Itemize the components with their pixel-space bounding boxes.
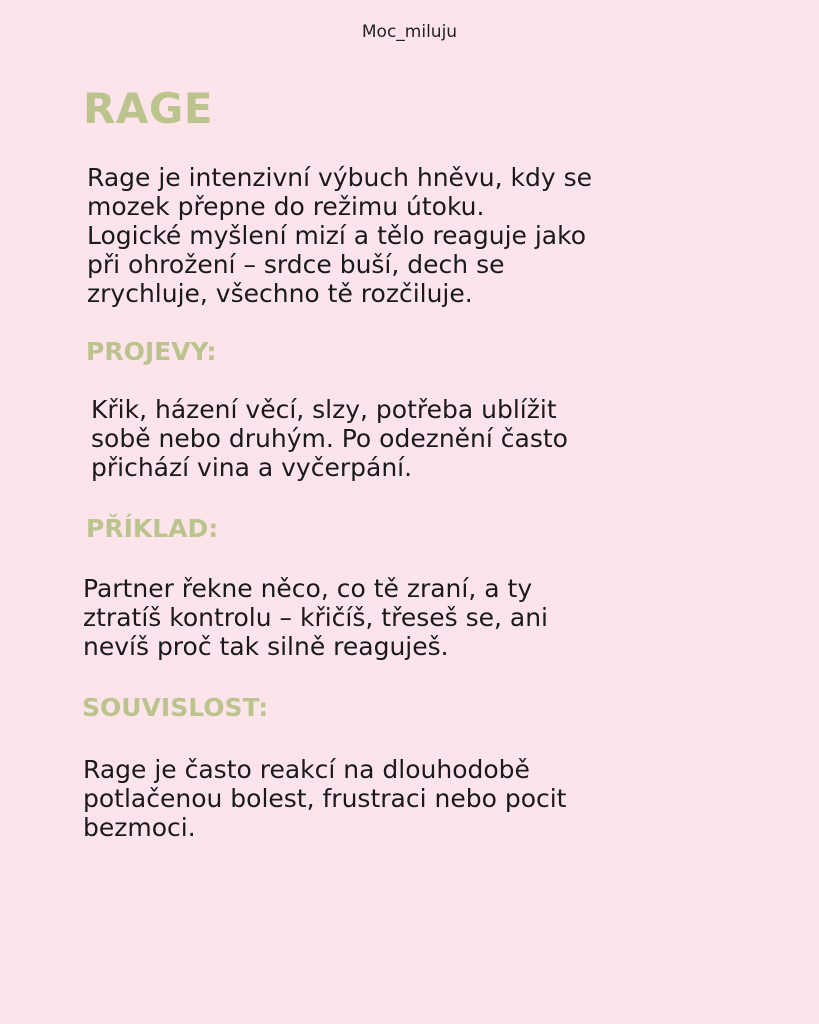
section-heading-priklad: PŘÍKLAD: [86, 514, 219, 543]
author-handle: Moc_miluju [361, 22, 458, 42]
section-text-priklad: Partner řekne něco, co tě zraní, a ty ztratíš kontrolu – křičíš, třeseš se, ani nevíš proč tak silně reaguješ. [83, 574, 548, 661]
section-heading-souvislost: SOUVISLOST: [82, 693, 269, 722]
section-heading-projevy: PROJEVY: [86, 337, 217, 366]
section-text-projevy: Křik, házení věcí, slzy, potřeba ublížit sobě nebo druhým. Po odeznění často přichází vina a vyčerpání. [91, 395, 568, 482]
section-text-souvislost: Rage je často reakcí na dlouhodobě potlačenou bolest, frustraci nebo pocit bezmoci. [83, 755, 567, 842]
page-title: RAGE [83, 84, 214, 133]
intro-paragraph: Rage je intenzivní výbuch hněvu, kdy se mozek přepne do režimu útoku. Logické myšlení mizí a tělo reaguje jako při ohrožení – srdce buší, dech se zrychluje, všechno tě rozčiluje. [87, 163, 592, 308]
